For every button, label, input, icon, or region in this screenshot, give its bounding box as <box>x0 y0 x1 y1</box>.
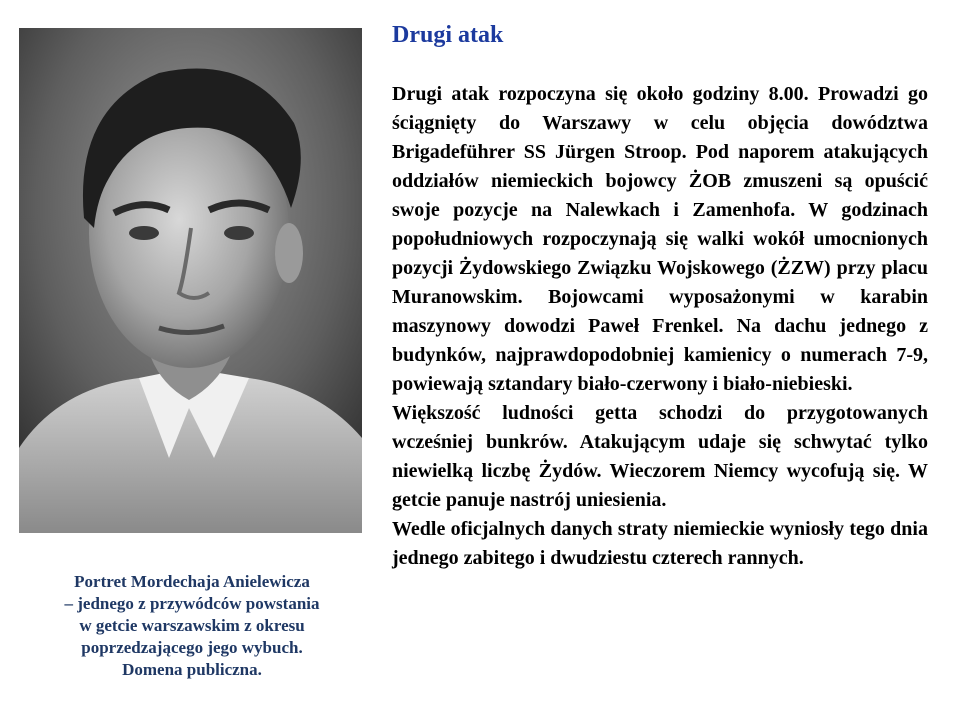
portrait-photo <box>19 28 362 533</box>
caption-line: poprzedzającego jego wybuch. <box>81 638 303 657</box>
caption-line: w getcie warszawskim z okresu <box>79 616 305 635</box>
portrait-illustration <box>19 28 362 533</box>
caption-line: Portret Mordechaja Anielewicza <box>74 572 310 591</box>
caption-line: – jednego z przywódców powstania <box>64 594 320 613</box>
article-body <box>392 80 928 573</box>
photo-caption <box>22 571 362 681</box>
page-title: Drugi atak <box>392 22 504 48</box>
paragraph: Drugi atak rozpoczyna się około godziny 8.00. Prowadzi go ściągnięty do Warszawy w celu objęcia dowództwa Brigadeführer SS Jürgen Stroop. Pod naporem atakujących oddziałów niemieckich bojowcy ŻOB zmuszeni są opuścić swoje pozycje na Nalewkach i Zamenhofa. W godzinach popołudniowych rozpoczynają się walki wokół umocnionych pozycji Żydowskiego Związku Wojskowego (ŻZW) przy placu Muranowskim. Bojowcami wyposażonymi w karabin maszynowy dowodzi Paweł Frenkel. Na dachu jednego z budynków, najprawdopodobniej kamienicy o numerach 7-9, powiewają sztandary biało-czerwony i biało-niebieski. <box>392 83 928 395</box>
paragraph: Wedle oficjalnych danych straty niemieckie wyniosły tego dnia jednego zabitego i dwudziestu czterech rannych. <box>392 518 928 569</box>
caption-line: Domena publiczna. <box>122 660 262 679</box>
paragraph: Większość ludności getta schodzi do przygotowanych wcześniej bunkrów. Atakującym udaje się schwytać tylko niewielką liczbę Żydów. Wieczorem Niemcy wycofują się. W getcie panuje nastrój uniesienia. <box>392 402 928 511</box>
